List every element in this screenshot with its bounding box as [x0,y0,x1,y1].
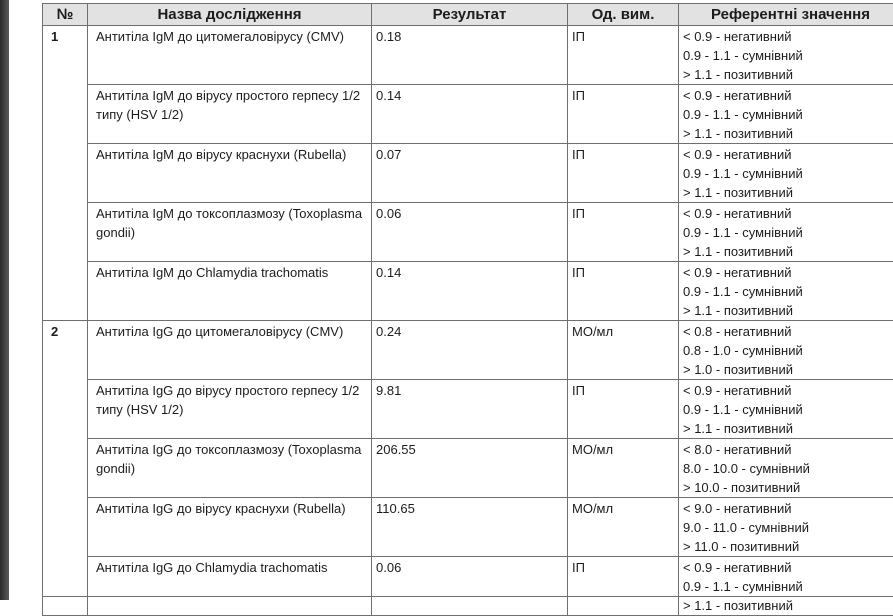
bottom-rule [42,596,893,597]
table-row [43,262,893,321]
group-number: 2 [43,321,88,616]
reference-cell [679,26,893,85]
unit-cell: ІП [568,26,679,85]
reference-line: > 1.1 - позитивний [683,301,893,320]
page-edge-shadow [0,0,9,600]
reference-line: > 1.1 - позитивний [683,419,893,438]
lab-results-table [42,3,893,616]
unit-cell: ІП [568,144,679,203]
table-row [43,144,893,203]
unit-cell: МО/мл [568,498,679,557]
reference-line: < 0.9 - негативний [683,145,893,164]
result-cell: 0.06 [372,557,568,616]
test-name-cell: Антитіла IgM до Chlamydia trachomatis [88,262,372,321]
reference-line: > 1.1 - позитивний [683,65,893,84]
test-name-cell: Антитіла IgM до вірусу простого герпесу 1/2 типу (HSV 1/2) [88,85,372,144]
reference-line: 8.0 - 10.0 - сумнівний [683,459,893,478]
reference-line: 9.0 - 11.0 - сумнівний [683,518,893,537]
table-row [43,26,893,85]
table-row [43,203,893,262]
reference-line: < 8.0 - негативний [683,440,893,459]
header-result: Результат [372,4,568,26]
reference-line: > 1.1 - позитивний [683,183,893,202]
test-name-cell: Антитіла IgG до Chlamydia trachomatis [88,557,372,616]
test-name-cell: Антитіла IgM до цитомегаловірусу (CMV) [88,26,372,85]
reference-line: < 0.9 - негативний [683,381,893,400]
reference-line: > 1.1 - позитивний [683,596,893,615]
reference-cell [679,321,893,380]
result-cell: 0.18 [372,26,568,85]
unit-cell: ІП [568,557,679,616]
result-cell: 206.55 [372,439,568,498]
reference-line: 0.9 - 1.1 - сумнівний [683,282,893,301]
reference-cell [679,85,893,144]
test-name-cell: Антитіла IgM до токсоплазмозу (Toxoplasma gondii) [88,203,372,262]
reference-line: 0.9 - 1.1 - сумнівний [683,577,893,596]
reference-line: < 0.8 - негативний [683,322,893,341]
table-row [43,85,893,144]
reference-cell [679,557,893,616]
reference-line: 0.9 - 1.1 - сумнівний [683,164,893,183]
reference-cell [679,262,893,321]
reference-line: > 11.0 - позитивний [683,537,893,556]
reference-line: > 1.1 - позитивний [683,124,893,143]
header-unit: Од. вим. [568,4,679,26]
table-row [43,321,893,380]
result-cell: 0.06 [372,203,568,262]
reference-cell [679,380,893,439]
header-row [43,4,893,26]
header-reference: Референтні значення [679,4,893,26]
test-name-cell: Антитіла IgM до вірусу краснухи (Rubella) [88,144,372,203]
reference-line: > 1.0 - позитивний [683,360,893,379]
header-test-name: Назва дослідження [88,4,372,26]
reference-cell [679,498,893,557]
reference-line: 0.9 - 1.1 - сумнівний [683,400,893,419]
group-number: 1 [43,26,88,321]
table-row [43,557,893,616]
test-name-cell: Антитіла IgG до цитомегаловірусу (CMV) [88,321,372,380]
table-row [43,439,893,498]
table-row [43,498,893,557]
reference-line: 0.9 - 1.1 - сумнівний [683,105,893,124]
reference-line: < 0.9 - негативний [683,558,893,577]
reference-line: < 0.9 - негативний [683,263,893,282]
test-name-cell: Антитіла IgG до вірусу краснухи (Rubella) [88,498,372,557]
reference-line: > 1.1 - позитивний [683,242,893,261]
result-cell: 0.14 [372,85,568,144]
result-cell: 9.81 [372,380,568,439]
reference-line: < 0.9 - негативний [683,86,893,105]
reference-line: < 9.0 - негативний [683,499,893,518]
reference-line: < 0.9 - негативний [683,27,893,46]
unit-cell: ІП [568,380,679,439]
test-name-cell: Антитіла IgG до токсоплазмозу (Toxoplasma gondii) [88,439,372,498]
unit-cell: ІП [568,203,679,262]
unit-cell: МО/мл [568,321,679,380]
reference-line: < 0.9 - негативний [683,204,893,223]
reference-line: > 10.0 - позитивний [683,478,893,497]
unit-cell: ІП [568,262,679,321]
result-cell: 0.24 [372,321,568,380]
unit-cell: ІП [568,85,679,144]
unit-cell: МО/мл [568,439,679,498]
reference-cell [679,203,893,262]
header-number: № [43,4,88,26]
reference-line: 0.9 - 1.1 - сумнівний [683,223,893,242]
result-cell: 0.07 [372,144,568,203]
reference-cell [679,439,893,498]
reference-cell [679,144,893,203]
test-name-cell: Антитіла IgG до вірусу простого герпесу 1/2 типу (HSV 1/2) [88,380,372,439]
result-cell: 0.14 [372,262,568,321]
reference-line: 0.8 - 1.0 - сумнівний [683,341,893,360]
reference-line: 0.9 - 1.1 - сумнівний [683,46,893,65]
result-cell: 110.65 [372,498,568,557]
table-row [43,380,893,439]
